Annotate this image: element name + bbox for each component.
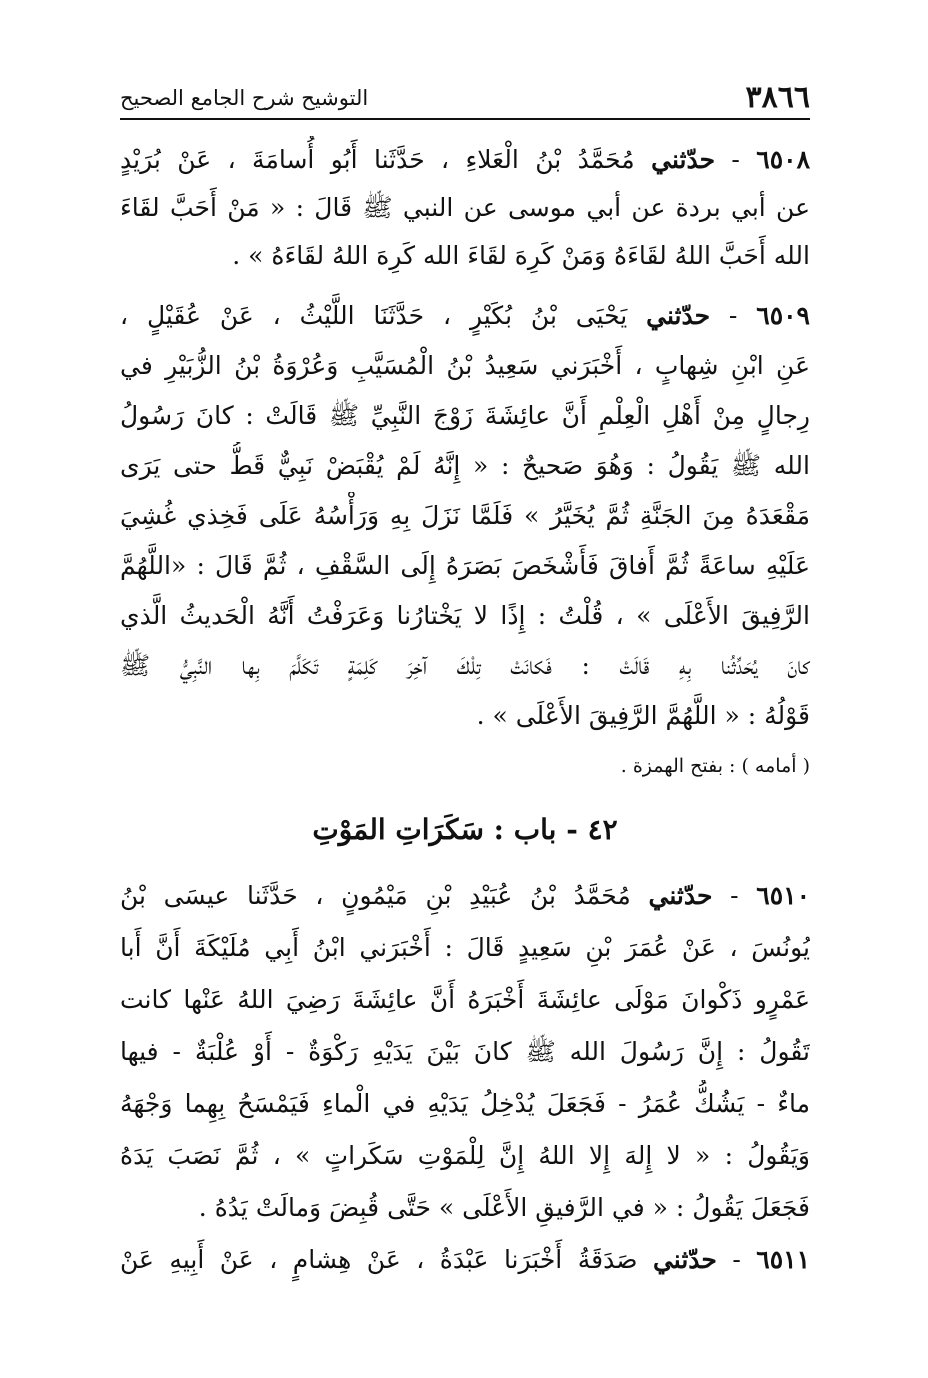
hadith-6509-line-8: كانَ يُحَدِّثُنا بِهِ قَالَتْ : فَكانَتْ تِلْكَ آخِرَ كَلِمَةٍ تَكَلَّمَ بِها النَّبِيُّ ﷺ bbox=[120, 651, 810, 680]
hadith-6509-line-5: مَقْعَدَهُ مِنَ الجَنَّةِ ثُمَّ يُخَيَّرُ » فَلَمَّا نَزَلَ بِهِ وَرَأْسُهُ عَلَى فَخِذي غُشِيَ bbox=[120, 501, 810, 530]
hadith-keyword: حدّثني bbox=[652, 1245, 717, 1274]
hadith-6510-line-6: وَيَقُولُ : « لا إِلهَ إِلا اللهُ إِنَّ لِلْمَوْتِ سَكَراتٍ » ، ثُمَّ نَصَبَ يَدَهُ bbox=[120, 1141, 810, 1170]
chapter-heading: ٤٢ - باب : سَكَرَاتِ المَوْتِ bbox=[312, 813, 618, 846]
page-number: ٣٨٦٦ bbox=[745, 80, 810, 115]
hadith-6509-line-1: ٦٥٠٩ - حدّثني يَحْيَى بْنُ بُكَيْرٍ ، حَدَّثَنَا اللَّيْثُ ، عَنْ عُقَيْلٍ ، bbox=[120, 301, 810, 330]
hadith-6509-line-7: الرَّفِيقَ الأَعْلَى » ، قُلْتُ : إِذًا لا يَخْتارُنا وَعَرَفْتُ أَنَّهُ الْحَديثُ الَّذي bbox=[120, 601, 810, 630]
hadith-number: ٦٥١١ bbox=[756, 1245, 810, 1274]
hadith-6509-line-3: رِجالٍ مِنْ أَهْلِ الْعِلْمِ أَنَّ عائِشَةَ زَوْجَ النَّبِيِّ ﷺ قَالَتْ : كانَ رَسُولُ bbox=[120, 401, 810, 430]
hadith-6510-line-1: ٦٥١٠ - حدّثني مُحَمَّدُ بْنُ عُبَيْدِ بْنِ مَيْمُونٍ ، حَدَّثَنا عيسَى بْنُ bbox=[120, 881, 810, 910]
hadith-6508-line-1: ٦٥٠٨ - حدّثني مُحَمَّدُ بْنُ الْعَلاءِ ، حَدَّثَنا أَبُو أُسامَةَ ، عَنْ بُرَيْدٍ bbox=[120, 145, 810, 174]
hadith-6510-line-5: ماءٌ - يَشُكُّ عُمَرُ - فَجَعَلَ يُدْخِلُ يَدَيْهِ في الْماءِ فَيَمْسَحُ بِهِما وَجْهَهُ bbox=[120, 1089, 810, 1118]
hadith-6510-line-4: تَقُولُ : إِنَّ رَسُولَ الله ﷺ كانَ بَيْنَ يَدَيْهِ رَكْوَةٌ - أَوْ عُلْبَةٌ - فيها bbox=[120, 1037, 810, 1066]
hadith-6509-line-2: عَنِ ابْنِ شِهابٍ ، أَخْبَرَني سَعِيدُ بْنُ الْمُسَيَّبِ وَعُرْوَةُ بْنُ الزُّبَيْرِ في bbox=[120, 351, 810, 380]
hadith-6509-line-6: عَلَيْهِ ساعَةً ثُمَّ أَفاقَ فَأَشْخَصَ بَصَرَهُ إِلَى السَّقْفِ ، ثُمَّ قَالَ : «اللَّهُمَّ bbox=[120, 551, 810, 580]
hadith-keyword: حدّثني bbox=[648, 881, 713, 910]
running-title: التوشيح شرح الجامع الصحيح bbox=[120, 86, 369, 110]
hadith-text: صَدَقَةُ أَخْبَرَنا عَبْدَةُ ، عَنْ هِشامٍ ، عَنْ أَبِيهِ عَنْ bbox=[120, 1245, 638, 1274]
hadith-6509-line-9: قَوْلُهُ : « اللَّهُمَّ الرَّفِيقَ الأَعْلَى » . bbox=[476, 701, 810, 730]
hadith-keyword: حدّثني bbox=[646, 301, 711, 330]
hadith-number: ٦٥٠٨ bbox=[756, 145, 810, 174]
hadith-text: يَحْيَى بْنُ بُكَيْرٍ ، حَدَّثَنَا اللَّيْثُ ، عَنْ عُقَيْلٍ ، bbox=[120, 301, 628, 330]
hadith-6510-line-2: يُونُسَ ، عَنْ عُمَرَ بْنِ سَعِيدٍ قَالَ : أَخْبَرَني ابْنُ أَبِي مُلَيْكَةَ أَنَّ أَبا bbox=[120, 933, 810, 962]
hadith-6510-line-7: فَجَعَلَ يَقُولُ : « في الرَّفيقِ الأَعْلَى » حَتَّى قُبِضَ وَمالَتْ يَدُهُ . bbox=[198, 1193, 810, 1222]
hadith-text: مُحَمَّدُ بْنُ الْعَلاءِ ، حَدَّثَنا أَبُو أُسامَةَ ، عَنْ بُرَيْدٍ bbox=[120, 145, 635, 174]
footnote: ( أمامه ) : بفتح الهمزة . bbox=[620, 755, 810, 777]
hadith-number: ٦٥٠٩ bbox=[756, 301, 810, 330]
hadith-text: مُحَمَّدُ بْنُ عُبَيْدِ بْنِ مَيْمُونٍ ، حَدَّثَنا عيسَى بْنُ bbox=[120, 881, 631, 910]
hadith-6508-line-2: عن أبي بردة عن أبي موسى عن النبي ﷺ قَالَ : « مَنْ أَحَبَّ لقَاءَ bbox=[120, 193, 810, 222]
hadith-6510-line-3: عَمْرٍو ذَكْوانَ مَوْلَى عائِشَةَ أَخْبَرَهُ أَنَّ عائِشَةَ رَضِيَ اللهُ عَنْها كانت bbox=[120, 985, 810, 1014]
hadith-6511-line-1: ٦٥١١ - حدّثني صَدَقَةُ أَخْبَرَنا عَبْدَةُ ، عَنْ هِشامٍ ، عَنْ أَبِيهِ عَنْ bbox=[120, 1245, 810, 1274]
hadith-keyword: حدّثني bbox=[651, 145, 716, 174]
hadith-number: ٦٥١٠ bbox=[756, 881, 810, 910]
hadith-6508-line-3: الله أَحَبَّ اللهُ لقَاءَهُ وَمَنْ كَرِهَ لقَاءَ الله كَرِهَ اللهُ لقَاءَهُ » . bbox=[232, 241, 810, 270]
page-header bbox=[120, 72, 810, 120]
hadith-6509-line-4: الله ﷺ يَقُولُ : وَهُوَ صَحيحٌ : « إِنَّهُ لَمْ يُقْبَضْ نَبِيٌّ قَطُّ حتى يَرَى bbox=[120, 451, 810, 480]
